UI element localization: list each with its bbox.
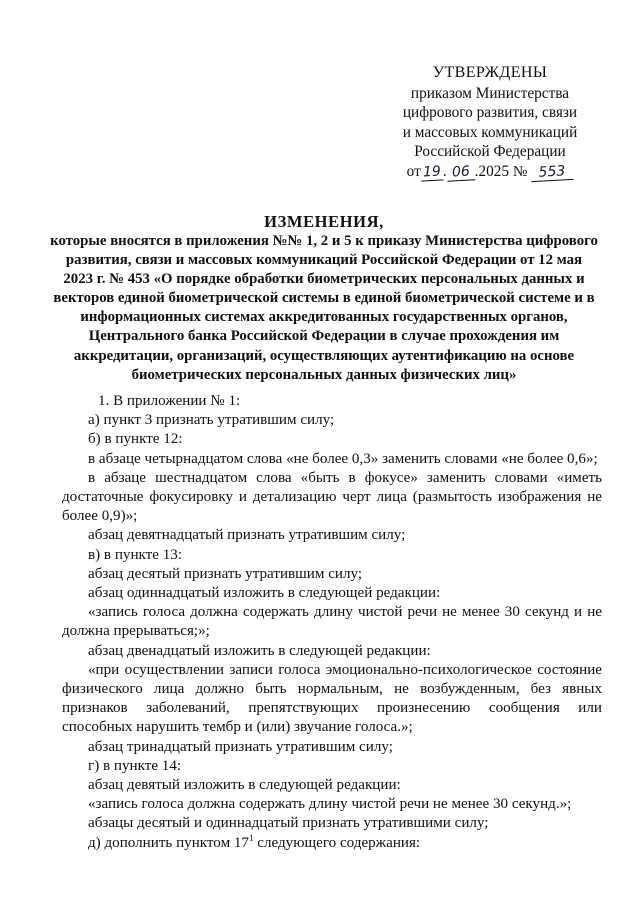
- paragraph-7: в) в пункте 13:: [88, 546, 183, 563]
- paragraph-13: абзац тринадцатый признать утратившим силу;: [88, 738, 393, 755]
- date-separator: .: [442, 162, 447, 180]
- paragraph-2: а) пункт 3 признать утратившим силу;: [88, 412, 335, 429]
- approval-line-4: Российской Федерации: [414, 143, 566, 161]
- paragraph-18-end: следующего содержания:: [253, 834, 421, 851]
- approval-stamp-block: [380, 62, 600, 181]
- paragraph-9: абзац одиннадцатый изложить в следующей редакции:: [88, 585, 441, 602]
- document-subtitle: которые вносятся в приложения №№ 1, 2 и 5 к приказу Министерства цифрового развития, связи и массовых коммуникаций Российской Федерации от 12 мая 2023 г. № 453 «О порядке обработки биометрических персональных данных и векторов единой биометрической системы в единой биометрической системе и в информационных системах аккредитованных государственных органов, Центрального банка Российской Федерации в случае прохождения им аккредитации, организаций, осуществляющих аутентификацию на основе биометрических персональных данных физических лиц»: [50, 233, 598, 383]
- paragraph-3: б) в пункте 12:: [88, 431, 183, 448]
- approval-line-2: цифрового развития, связи: [402, 104, 578, 122]
- approval-date-line: [380, 162, 600, 181]
- paragraph-18: [62, 834, 602, 853]
- paragraph-18-superscript: 1: [248, 832, 254, 843]
- paragraph-15: абзац девятый изложить в следующей редакции:: [88, 777, 401, 794]
- date-prefix: от: [406, 162, 421, 180]
- paragraph-14: г) в пункте 14:: [88, 757, 182, 774]
- handwritten-day: 19: [420, 164, 443, 181]
- paragraph-1: 1. В приложении № 1:: [98, 393, 241, 409]
- document-heading: ИЗМЕНЕНИЯ,: [264, 212, 384, 231]
- approval-line-1: приказом Министерства: [410, 85, 570, 102]
- paragraph-16: «запись голоса должна содержать длину чистой речи не менее 30 секунд.»;: [88, 796, 572, 813]
- paragraph-18-start: д) дополнить пунктом 17: [88, 834, 249, 851]
- paragraph-17: абзацы десятый и одиннадцатый признать утратившими силу;: [88, 815, 489, 832]
- paragraph-10: «запись голоса должна содержать длину чистой речи не менее 30 секунд и не должна прерываться;»;: [62, 604, 602, 640]
- approval-heading: УТВЕРЖДЕНЫ: [432, 64, 548, 81]
- paragraph-11: абзац двенадцатый изложить в следующей редакции:: [88, 642, 431, 659]
- paragraph-5: в абзаце шестнадцатом слова «быть в фокусе» заменить словами «иметь достаточные фокусировку и детализацию черт лица (размытость изображения не более 0,9)»;: [62, 469, 602, 525]
- handwritten-order-number: 553: [531, 164, 574, 182]
- paragraph-4: в абзаце четырнадцатом слова «не более 0,3» заменить словами «не более 0,6»;: [88, 450, 598, 467]
- date-year: .2025 №: [474, 162, 528, 180]
- handwritten-month: 06: [446, 164, 475, 181]
- paragraph-8: абзац десятый признать утратившим силу;: [88, 565, 363, 582]
- paragraph-6: абзац девятнадцатый признать утратившим силу;: [88, 527, 406, 544]
- approval-line-3: и массовых коммуникаций: [402, 123, 578, 141]
- paragraph-12: «при осуществлении записи голоса эмоционально-психологическое состояние физического лица должно быть нормальным, не возбужденным, без явных признаков заболеваний, препятствующих произнесению сообщения или способных нарушить тембр и (или) звучание голоса.»;: [62, 661, 602, 736]
- document-title: [50, 211, 598, 385]
- document-body: [62, 392, 602, 853]
